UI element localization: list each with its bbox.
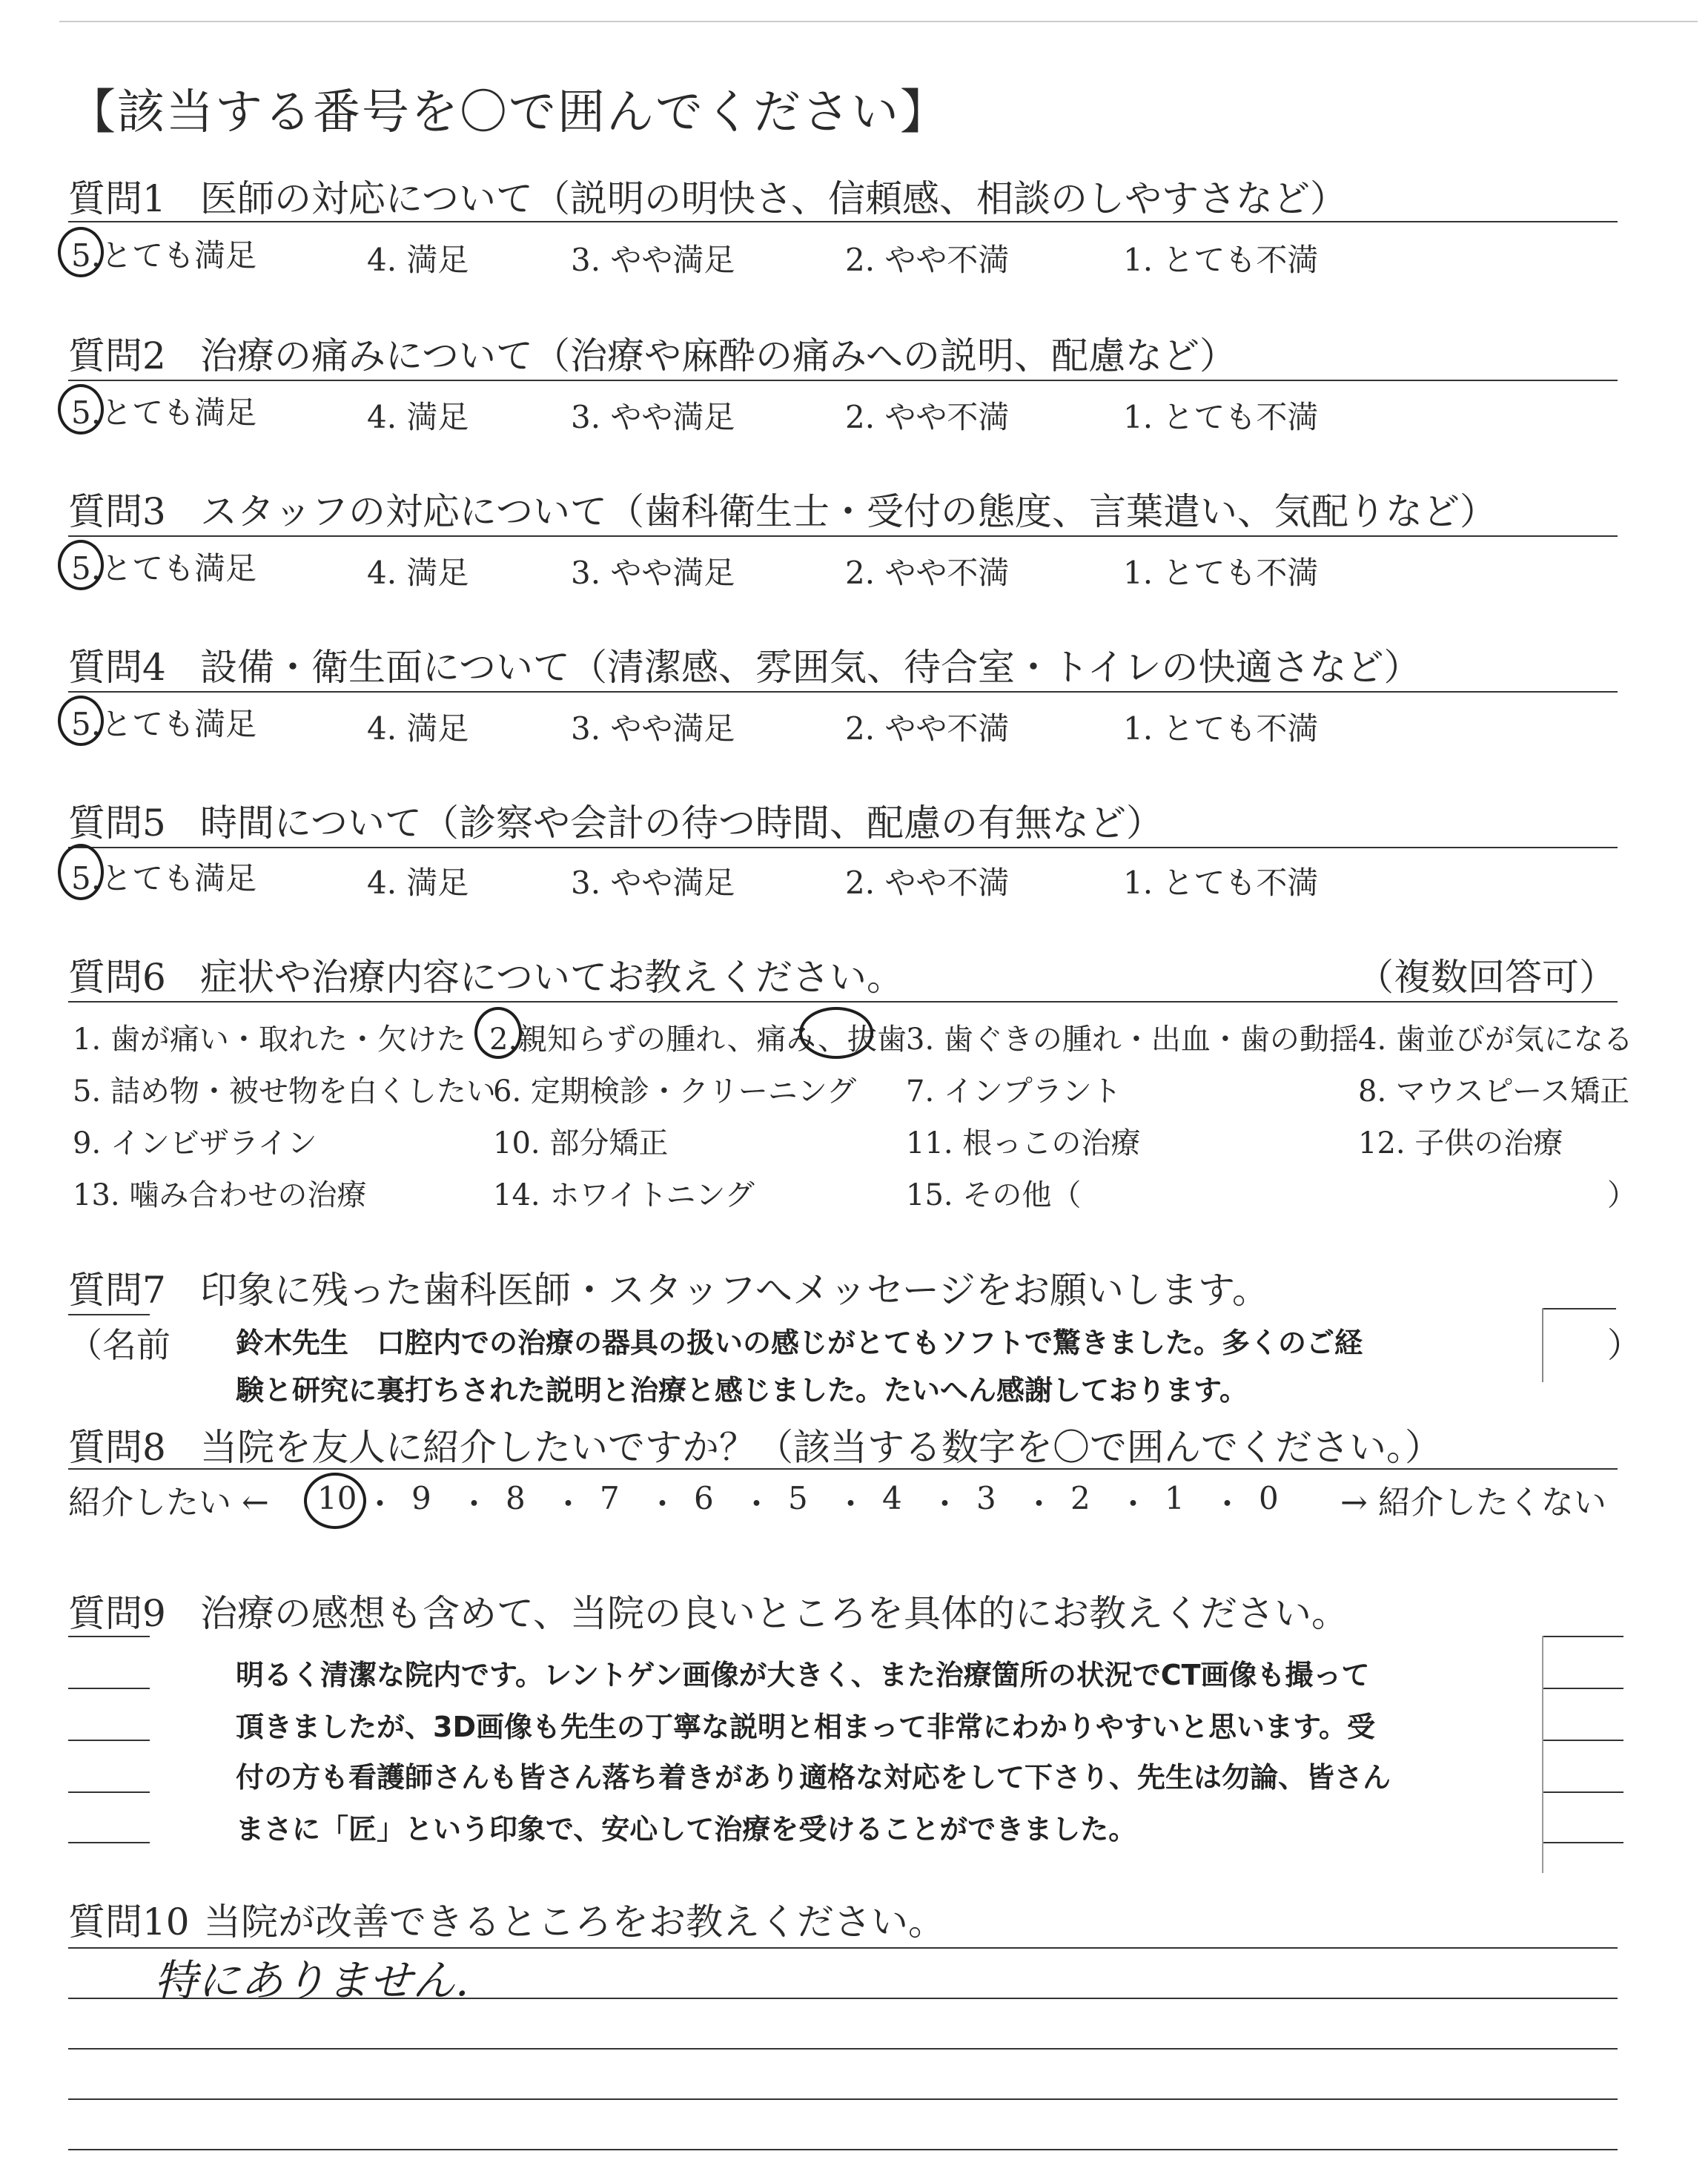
question-text: 当院が改善できるところをお教えください。	[204, 1900, 945, 1943]
answer-line-stub	[1542, 1688, 1623, 1689]
answer-line-stub	[1542, 1842, 1623, 1843]
selection-circle	[58, 384, 104, 435]
scale-separator: ・	[646, 1486, 678, 1522]
question-label: 質問3	[68, 490, 166, 533]
symptom-option[interactable]: 2.親知らずの腫れ、痛み、抜歯	[489, 1023, 907, 1057]
scale-value-4[interactable]: 4	[882, 1480, 902, 1516]
scale-value-9[interactable]: 9	[411, 1480, 431, 1516]
question-rule	[68, 847, 1618, 848]
rating-option-5[interactable]: 5.とても満足	[71, 394, 257, 431]
rating-option-3[interactable]: 3. やや満足	[571, 242, 735, 278]
rating-option-2[interactable]: 2. やや不満	[845, 865, 1010, 901]
impression-answer-line: 頂きましたが、3D画像も先生の丁寧な説明と相まって非常にわかりやすいと思います。受	[236, 1711, 1375, 1743]
message-answer-line: 験と研究に裏打ちされた説明と治療と感じました。たいへん感謝しております。	[236, 1374, 1248, 1407]
rating-option-1[interactable]: 1. とても不満	[1123, 710, 1319, 747]
answer-line-stub	[68, 1688, 150, 1689]
answer-box-edge	[1542, 1308, 1543, 1382]
symptom-option[interactable]: 12. 子供の治療	[1358, 1126, 1563, 1160]
name-close-paren: ）	[1607, 1325, 1641, 1365]
question-label: 質問10	[68, 1900, 190, 1943]
symptom-option[interactable]: 4. 歯並びが気になる	[1358, 1023, 1633, 1057]
symptom-option[interactable]: 15. その他（	[906, 1178, 1082, 1212]
symptom-option[interactable]: 9. インビザライン	[73, 1126, 317, 1160]
answer-line-stub	[68, 1740, 150, 1741]
scale-separator: ・	[835, 1486, 867, 1522]
impression-answer-line: まさに「匠」という印象で、安心して治療を受けることができました。	[236, 1813, 1137, 1846]
question-rule	[68, 221, 1618, 222]
rating-option-5[interactable]: 5.とても満足	[71, 860, 257, 896]
answer-line-stub	[68, 1842, 150, 1843]
question-rule	[68, 1314, 150, 1315]
question-text: 設備・衛生面について（清潔感、雰囲気、待合室・トイレの快適さなど）	[200, 646, 1421, 689]
scale-separator: ・	[1023, 1486, 1055, 1522]
selection-circle	[474, 1007, 522, 1059]
scale-value-1[interactable]: 1	[1165, 1480, 1185, 1516]
rating-option-3[interactable]: 3. やや満足	[571, 710, 735, 747]
symptom-option[interactable]: 6. 定期検診・クリーニング	[493, 1074, 857, 1109]
question-text: 症状や治療内容についてお教えください。	[200, 956, 904, 999]
scale-separator: ・	[741, 1486, 772, 1522]
symptom-option[interactable]: 1. 歯が痛い・取れた・欠けた	[73, 1023, 466, 1057]
scale-value-5[interactable]: 5	[788, 1480, 808, 1516]
question-label: 質問6	[68, 956, 166, 999]
rating-option-1[interactable]: 1. とても不満	[1123, 399, 1319, 435]
answer-line-stub	[68, 1636, 150, 1637]
rating-option-5[interactable]: 5.とても満足	[71, 237, 257, 274]
rating-option-2[interactable]: 2. やや不満	[845, 399, 1010, 435]
question-text: 治療の痛みについて（治療や麻酔の痛みへの説明、配慮など）	[200, 334, 1237, 377]
impression-answer-line: 明るく清潔な院内です。レントゲン画像が大きく、また治療箇所の状況でCT画像も撮って	[236, 1659, 1370, 1691]
answer-line-stub	[1542, 1791, 1623, 1793]
question-text: 印象に残った歯科医師・スタッフへメッセージをお願いします。	[200, 1269, 1269, 1312]
selection-circle	[58, 696, 104, 746]
selection-circle	[58, 227, 104, 277]
symptom-option[interactable]: 10. 部分矯正	[493, 1126, 669, 1160]
scale-separator: ・	[1211, 1486, 1243, 1522]
rating-option-4[interactable]: 4. 満足	[367, 865, 469, 901]
rating-option-4[interactable]: 4. 満足	[367, 399, 469, 435]
page-top-rule	[59, 21, 1698, 22]
scale-separator: ・	[1117, 1486, 1149, 1522]
answer-line	[68, 2098, 1618, 2100]
symptom-option[interactable]: 5. 詰め物・被せ物を白くしたい	[73, 1074, 496, 1109]
rating-option-2[interactable]: 2. やや不満	[845, 555, 1010, 591]
page-header: 【該当する番号を〇で囲んでください】	[68, 85, 949, 140]
scale-value-8[interactable]: 8	[506, 1480, 526, 1516]
scale-value-7[interactable]: 7	[600, 1480, 620, 1516]
symptom-option[interactable]: 7. インプラント	[906, 1074, 1122, 1109]
answer-line-stub	[1542, 1740, 1623, 1741]
question-text: スタッフの対応について（歯科衛生士・受付の態度、言葉遣い、気配りなど）	[200, 490, 1497, 533]
question-rule	[68, 1468, 1618, 1470]
question-rule	[1542, 1308, 1616, 1309]
question-rule	[68, 1001, 1618, 1003]
question-label: 質問1	[68, 177, 166, 220]
question-text: 当院を友人に紹介したいですか？（該当する数字を〇で囲んでください。）	[200, 1426, 1442, 1469]
question-rule	[68, 535, 1618, 537]
rating-option-1[interactable]: 1. とても不満	[1123, 865, 1319, 901]
impression-answer-line: 付の方も看護師さんも皆さん落ち着きがあり適格な対応をして下さり、先生は勿論、皆さん	[236, 1761, 1391, 1794]
symptom-option[interactable]: 3. 歯ぐきの腫れ・出血・歯の動揺	[906, 1023, 1359, 1057]
multiple-answer-note: （複数回答可）	[1357, 956, 1616, 999]
question-label: 質問2	[68, 334, 166, 377]
rating-option-4[interactable]: 4. 満足	[367, 242, 469, 278]
other-close-paren: ）	[1607, 1178, 1637, 1212]
rating-option-2[interactable]: 2. やや不満	[845, 242, 1010, 278]
scale-value-6[interactable]: 6	[694, 1480, 714, 1516]
selection-circle	[58, 844, 104, 900]
question-text: 医師の対応について（説明の明快さ、信頼感、相談のしやすさなど）	[200, 177, 1347, 220]
rating-option-3[interactable]: 3. やや満足	[571, 865, 735, 901]
question-text: 時間について（診察や会計の待つ時間、配慮の有無など）	[200, 802, 1163, 845]
answer-line	[68, 2149, 1618, 2150]
scale-separator: ・	[364, 1486, 396, 1522]
symptom-option[interactable]: 8. マウスピース矯正	[1358, 1074, 1630, 1109]
question-label: 質問4	[68, 646, 166, 689]
rating-option-4[interactable]: 4. 満足	[367, 555, 469, 591]
answer-line-stub	[68, 1791, 150, 1793]
question-label: 質問9	[68, 1592, 166, 1635]
recommend-right-label: → 紹介したくない	[1340, 1484, 1606, 1522]
recommend-left-label: 紹介したい ←	[68, 1484, 269, 1522]
scale-value-0[interactable]: 0	[1259, 1480, 1279, 1516]
question-label: 質問7	[68, 1269, 166, 1312]
symptom-option[interactable]: 13. 噛み合わせの治療	[73, 1178, 367, 1212]
scale-separator: ・	[552, 1486, 584, 1522]
question-rule	[68, 691, 1618, 693]
scale-value-3[interactable]: 3	[976, 1480, 996, 1516]
selection-circle	[799, 1007, 873, 1059]
symptom-option[interactable]: 14. ホワイトニング	[493, 1178, 755, 1212]
question-label: 質問5	[68, 802, 166, 845]
symptom-option[interactable]: 11. 根っこの治療	[906, 1126, 1141, 1160]
rating-option-5[interactable]: 5.とても満足	[71, 706, 257, 742]
scale-value-2[interactable]: 2	[1070, 1480, 1090, 1516]
rating-option-4[interactable]: 4. 満足	[367, 710, 469, 747]
question-rule	[68, 380, 1618, 381]
rating-option-2[interactable]: 2. やや不満	[845, 710, 1010, 747]
scale-separator: ・	[929, 1486, 961, 1522]
handwritten-answer: 特にありません.	[154, 1955, 469, 2006]
rating-option-3[interactable]: 3. やや満足	[571, 399, 735, 435]
rating-option-1[interactable]: 1. とても不満	[1123, 242, 1319, 278]
scale-separator: ・	[458, 1486, 490, 1522]
answer-line	[68, 2048, 1618, 2050]
name-open-paren: （名前	[68, 1325, 171, 1365]
selection-circle	[58, 540, 104, 590]
rating-option-5[interactable]: 5.とても満足	[71, 550, 257, 587]
answer-line-stub	[1542, 1636, 1623, 1637]
scale-value-10[interactable]: 10	[317, 1480, 357, 1516]
message-answer-line: 鈴木先生 口腔内での治療の器具の扱いの感じがとてもソフトで驚きました。多くのご経	[236, 1327, 1363, 1359]
question-text: 治療の感想も含めて、当院の良いところを具体的にお教えください。	[200, 1592, 1348, 1635]
rating-option-1[interactable]: 1. とても不満	[1123, 555, 1319, 591]
selection-circle	[304, 1473, 366, 1529]
answer-box-edge	[1542, 1636, 1543, 1873]
rating-option-3[interactable]: 3. やや満足	[571, 555, 735, 591]
question-label: 質問8	[68, 1426, 166, 1469]
